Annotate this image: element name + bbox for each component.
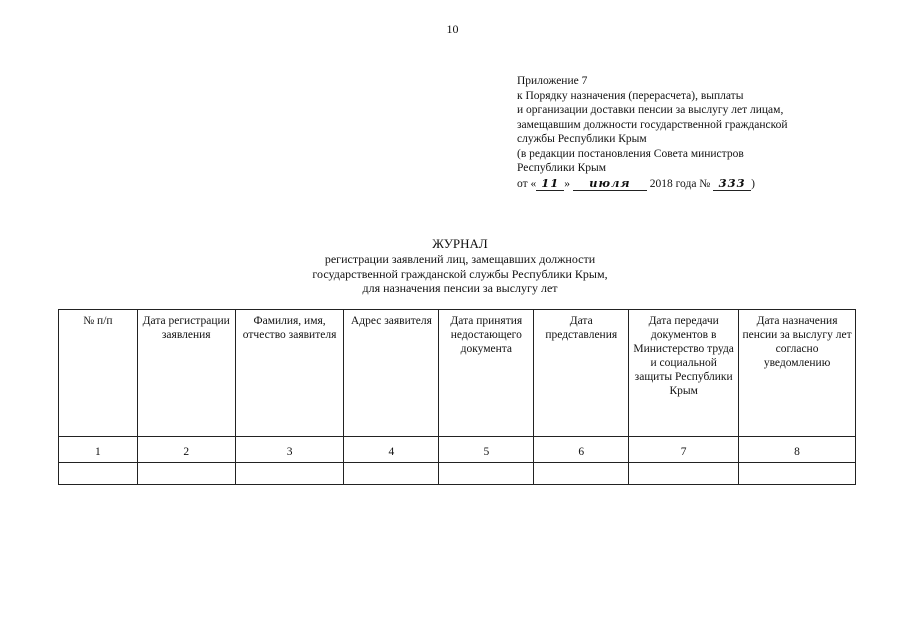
column-header: № п/п <box>59 310 138 437</box>
table-header-row <box>59 310 856 437</box>
empty-cell <box>739 463 856 485</box>
column-header: Дата принятия недостающего документа <box>439 310 534 437</box>
empty-cell <box>629 463 739 485</box>
column-number: 3 <box>235 437 344 463</box>
journal-subtitle-line: для назначения пенсии за выслугу лет <box>362 281 558 295</box>
date-quote: » <box>564 177 570 190</box>
column-header: Дата передачи документов в Министерство труда и социальной защиты Республики Крым <box>629 310 739 437</box>
column-number: 4 <box>344 437 439 463</box>
column-number: 8 <box>739 437 856 463</box>
column-number: 6 <box>534 437 629 463</box>
column-header: Фамилия, имя, отчество заявителя <box>235 310 344 437</box>
date-prefix: от « <box>517 177 537 190</box>
column-header: Адрес заявителя <box>344 310 439 437</box>
handwritten-number: 333 <box>713 176 751 192</box>
column-number: 1 <box>59 437 138 463</box>
appendix-line: службы Республики Крым <box>517 133 647 145</box>
column-number: 5 <box>439 437 534 463</box>
appendix-line: к Порядку назначения (перерасчета), выплаты <box>517 89 744 102</box>
appendix-line: и организации доставки пенсии за выслугу лет лицам, <box>517 104 784 116</box>
column-number-row <box>59 437 856 463</box>
appendix-line: Республики Крым <box>517 162 606 174</box>
column-number: 7 <box>629 437 739 463</box>
empty-cell <box>534 463 629 485</box>
empty-cell <box>59 463 138 485</box>
appendix-line: Приложение 7 <box>517 75 588 87</box>
appendix-line: замещавшим должности государственной гражданской <box>517 118 788 131</box>
column-number: 2 <box>137 437 235 463</box>
empty-cell <box>137 463 235 485</box>
journal-heading: ЖУРНАЛ <box>432 236 488 251</box>
handwritten-day: 11 <box>536 176 564 192</box>
appendix-date-line: от « 11 » июля 2018 года № 333 ) <box>517 175 755 190</box>
table-row <box>59 463 856 485</box>
journal-table <box>58 309 856 485</box>
journal-title-block <box>0 236 905 296</box>
column-header: Дата назначения пенсии за выслугу лет согласно уведомлению <box>739 310 856 437</box>
journal-subtitle-line: регистрации заявлений лиц, замещавших должности <box>324 252 596 266</box>
column-header: Дата представления <box>534 310 629 437</box>
column-header: Дата регистрации заявления <box>137 310 235 437</box>
appendix-block <box>517 74 877 191</box>
empty-cell <box>439 463 534 485</box>
handwritten-month: июля <box>573 176 647 192</box>
empty-cell <box>235 463 344 485</box>
appendix-line: (в редакции постановления Совета министров <box>517 147 744 160</box>
journal-subtitle-line: государственной гражданской службы Республики Крым, <box>312 266 608 281</box>
page-number: 10 <box>446 22 459 36</box>
year-text: 2018 года № <box>649 177 711 190</box>
empty-cell <box>344 463 439 485</box>
